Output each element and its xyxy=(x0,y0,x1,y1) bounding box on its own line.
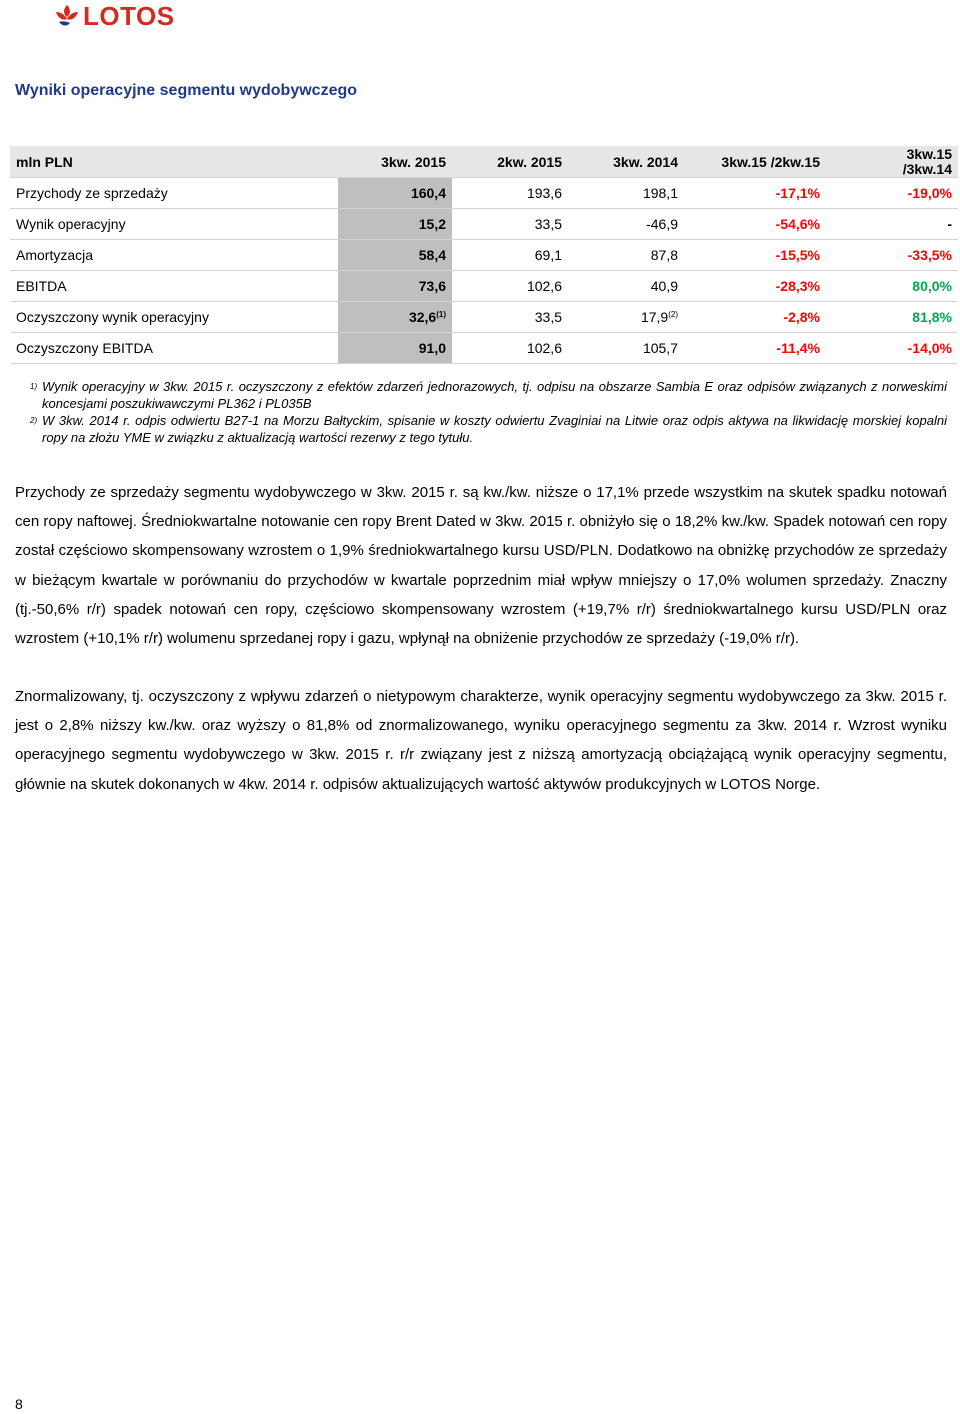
cell-qoq: -11,4% xyxy=(684,333,826,364)
table-header-row xyxy=(10,146,958,178)
table-row xyxy=(10,240,958,271)
cell-2kw2015: 33,5 xyxy=(452,302,568,333)
table-row xyxy=(10,209,958,240)
table-row xyxy=(10,302,958,333)
table-row xyxy=(10,178,958,209)
col-header-2kw2015: 2kw. 2015 xyxy=(452,146,568,178)
cell-3kw2015: 15,2 xyxy=(338,209,452,240)
cell-3kw2014 xyxy=(568,302,684,333)
col-header-yoy-line2: /3kw.14 xyxy=(902,160,952,177)
cell-value: 17,9 xyxy=(640,309,669,325)
cell-yoy: -33,5% xyxy=(826,240,958,271)
footnote-1 xyxy=(30,378,947,412)
footnote-text: Wynik operacyjny w 3kw. 2015 r. oczyszczony z efektów zdarzeń jednorazowych, tj. odpisu na obszarze Sambia E oraz odpisów związanych z norweskimi koncesjami poszukiwawczymi PL362 i PL035B xyxy=(42,379,947,411)
cell-qoq: -28,3% xyxy=(684,271,826,302)
cell-2kw2015: 69,1 xyxy=(452,240,568,271)
cell-2kw2015: 33,5 xyxy=(452,209,568,240)
cell-3kw2015: 160,4 xyxy=(338,178,452,209)
section-title: Wyniki operacyjne segmentu wydobywczego xyxy=(15,82,358,99)
cell-qoq: -15,5% xyxy=(684,240,826,271)
cell-3kw2015 xyxy=(338,302,452,333)
cell-3kw2014: 87,8 xyxy=(568,240,684,271)
cell-yoy: -19,0% xyxy=(826,178,958,209)
row-label: Oczyszczony wynik operacyjny xyxy=(10,302,338,333)
results-table xyxy=(10,146,958,364)
cell-3kw2015: 91,0 xyxy=(338,333,452,364)
cell-2kw2015: 193,6 xyxy=(452,178,568,209)
cell-3kw2014: 105,7 xyxy=(568,333,684,364)
cell-yoy: -14,0% xyxy=(826,333,958,364)
col-header-3kw2014: 3kw. 2014 xyxy=(568,146,684,178)
lotos-flower-icon xyxy=(54,3,80,29)
col-header-3kw2015: 3kw. 2015 xyxy=(338,146,452,178)
footnote-text: W 3kw. 2014 r. odpis odwiertu B27-1 na Morzu Bałtyckim, spisanie w koszty odwiertu Zvaginiai na Litwie oraz odpis aktywa na likwidację morskiej kopalni ropy na złożu YME w związku z aktualizacją wartości rezerwy z tego tytułu. xyxy=(42,413,947,445)
col-header-yoy xyxy=(826,146,958,178)
paragraph-revenue: Przychody ze sprzedaży segmentu wydobywczego w 3kw. 2015 r. są kw./kw. niższe o 17,1% przede wszystkim na skutek spadku notowań cen ropy naftowej. Średniokwartalne notowanie cen ropy Brent Dated w 3kw. 2015 r. obniżyło się o 18,2% kw./kw. Spadek notowań cen ropy został częściowo skompensowany wzrostem o 1,9% średniokwartalnego kursu USD/PLN. Dodatkowo na obniżkę przychodów ze sprzedaży w bieżącym kwartale w porównaniu do przychodów w kwartale poprzednim miał wpływ mniejszy o 17,0% wolumen sprzedaży. Znaczny (tj.-50,6% r/r) spadek notowań cen ropy, częściowo skompensowany wzrostem (+19,7% r/r) średniokwartalnego kursu USD/PLN oraz wzrostem (+10,1% r/r) wolumenu sprzedanej ropy i gazu, wpłynął na obniżenie przychodów ze sprzedaży (-19,0% r/r). xyxy=(15,484,947,648)
page-number: 8 xyxy=(15,1396,23,1412)
footnote-ref: (1) xyxy=(436,310,446,319)
table-row xyxy=(10,333,958,364)
cell-qoq: -2,8% xyxy=(684,302,826,333)
footnote-2 xyxy=(30,412,947,446)
col-header-yoy-line1: 3kw.15 xyxy=(906,145,952,162)
cell-qoq: -54,6% xyxy=(684,209,826,240)
col-header-unit: mln PLN xyxy=(10,146,338,178)
cell-3kw2015: 58,4 xyxy=(338,240,452,271)
row-label: Amortyzacja xyxy=(10,240,338,271)
table-row xyxy=(10,271,958,302)
cell-2kw2015: 102,6 xyxy=(452,333,568,364)
cell-yoy: 80,0% xyxy=(826,271,958,302)
cell-3kw2014: -46,9 xyxy=(568,209,684,240)
logo-text: LOTOS xyxy=(83,1,175,31)
footnote-marker: 2) xyxy=(30,416,38,425)
cell-qoq: -17,1% xyxy=(684,178,826,209)
cell-value: 32,6 xyxy=(408,309,437,325)
paragraph-operating-result: Znormalizowany, tj. oczyszczony z wpływu zdarzeń o nietypowym charakterze, wynik operacyjny segmentu wydobywczego za 3kw. 2015 r. jest o 2,8% niższy kw./kw. oraz wyższy o 81,8% od znormalizowanego, wyniku operacyjnego segmentu za 3kw. 2014 r. Wzrost wyniku operacyjnego segmentu wydobywczego w 3kw. 2015 r. r/r związany jest z niższą amortyzacją obciążającą wynik operacyjny segmentu, głównie na skutek dokonanych w 4kw. 2014 r. odpisów aktualizujących wartość aktywów produkcyjnych w LOTOS Norge. xyxy=(15,688,947,793)
row-label: EBITDA xyxy=(10,271,338,302)
row-label: Wynik operacyjny xyxy=(10,209,338,240)
footnote-ref: (2) xyxy=(668,310,678,319)
col-header-qoq: 3kw.15 /2kw.15 xyxy=(684,146,826,178)
footnote-marker: 1) xyxy=(30,382,38,391)
row-label: Przychody ze sprzedaży xyxy=(10,178,338,209)
cell-3kw2015: 73,6 xyxy=(338,271,452,302)
cell-yoy: - xyxy=(826,209,958,240)
cell-2kw2015: 102,6 xyxy=(452,271,568,302)
cell-yoy: 81,8% xyxy=(826,302,958,333)
company-logo xyxy=(54,2,175,30)
cell-3kw2014: 40,9 xyxy=(568,271,684,302)
cell-3kw2014: 198,1 xyxy=(568,178,684,209)
row-label: Oczyszczony EBITDA xyxy=(10,333,338,364)
footnotes xyxy=(30,378,947,446)
